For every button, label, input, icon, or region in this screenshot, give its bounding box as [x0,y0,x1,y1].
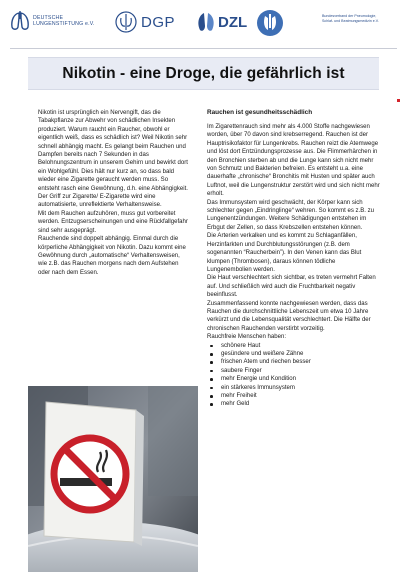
right-column [207,109,381,409]
health-paragraph-2: Das Immunsystem wird geschwächt, der Körper kann sich schlechter gegen „Eindringlinge“ wehren. So kommt es z.B. zu Lungenentzündungen. Weitere Schädigungen entstehen im Erbgut der Zellen, so dass Krebszellen entstehen können. [207,199,375,231]
benefit-item: ein stärkeres Immunsystem [207,384,381,392]
section-heading: Rauchen ist gesundheitsschädlich [207,109,313,116]
benefits-intro: Rauchfreie Menschen haben: [207,334,286,341]
health-paragraph-1: Im Zigarettenrauch sind mehr als 4.000 Stoffe nachgewiesen worden, über 70 davon sind krebserregend. Rauchen ist der Hauptrisikofaktor für Lungenkrebs. Rauchen reizt die Atemwege und löst dort Entzündungsprozesse aus. Die Flimmerhärchen in den Bronchien sterben ab und die Lunge kann sich nicht mehr von Schmutz und Bakterien befreien. Es entsteht u.a. eine dauerhafte „chronische“ Bronchitis mit Husten und später auch Luftnot, weil die Lungenstruktur zerstört wird und sich nicht mehr erholt. [207,124,380,198]
health-paragraph-5: Zusammenfassend konnte nachgewiesen werden, dass das Rauchen die durchschnittliche Lebenszeit um etwa 10 Jahre verkürzt und die Lebensqualität verschlechtert. Die Hälfte der chronischen Rauchenden verstirbt vorzeitig. [207,300,371,332]
society-emblem-logo [255,8,285,38]
benefit-item: gesündere und weißere Zähne [207,350,381,358]
no-smoking-photo [28,386,198,572]
benefit-item: frischen Atem und riechen besser [207,358,381,366]
bv-line2: Schlaf- und Beatmungsmedizin e.V. [322,18,379,23]
quitting-paragraph: Mit dem Rauchen aufzuhören, muss gut vorbereitet werden. Entzugserscheinungen und eine Rückfallgefahr sind sehr ausgeprägt. [38,210,188,234]
dls-line1: DEUTSCHE [33,15,64,21]
red-marker [397,99,400,102]
title-band [28,57,379,90]
dzl-emblem-icon [196,10,216,34]
benefits-list [207,342,381,409]
dgp-text: DGP [141,13,176,31]
shield-emblem-icon [255,8,285,38]
benefit-item: mehr Energie und Kondition [207,375,381,383]
health-paragraph-3: Die Arterien verkalken und es kommt zu Schlaganfällen, Herzinfarkten und Durchblutungsstörungen (z.B. dem sogenannten “Raucherbein”). In den Venen kann das Blut klumpen (Thrombosen), daraus können tödliche Lungenembolien werden. [207,233,362,273]
dzl-text: DZL [218,13,248,31]
page-title: Nikotin - eine Droge, die gefährlich ist [62,64,345,82]
benefit-item: mehr Geld [207,400,381,408]
benefit-item: schönere Haut [207,342,381,350]
benefit-item: saubere Finger [207,367,381,375]
dls-line2: LUNGENSTIFTUNG e.V. [33,21,95,27]
no-smoking-icon [54,438,126,510]
header-divider [10,48,397,49]
dependency-paragraph: Rauchende sind doppelt abhängig. Einmal durch die körperliche Abhängigkeit von Nikotin. Dazu kommt eine Gewöhnung durch „automatische“ Verhaltensweisen, wie z.B. das Rauchen morgens nach dem Aufstehen oder nach dem Essen. [38,236,186,276]
intro-paragraph: Nikotin ist ursprünglich ein Nervengift, das die Tabakpflanze zur Abwehr von schädlichen Insekten produziert. Warum raucht ein Raucher, obwohl er eigentlich weiß, dass es schädlich ist? Weil Nikotin sehr schnell abhängig macht. Es gelangt beim Rauchen und Dampfen bereits nach 7 Sekunden in das Belohnungszentrum in unserem Gehirn und bewirkt dort ein Wohlgefühl. Dies hält nur kurz an, so dass bald wieder eine Zigarette geraucht werden muss. So entsteht rasch eine Gewöhnung, d.h. eine Abhängigkeit. Der Griff zur Zigarette/ E-Zigarette wird eine automatisierte, unreflektierte Verhaltensweise. [38,110,188,209]
deutsche-lungenstiftung-logo [10,10,95,32]
left-column [38,109,190,277]
lung-icon [10,10,30,32]
bv-line1: Bundesverband der Pneumologie, [322,14,377,18]
health-paragraph-4: Die Haut verschlechtert sich sichtbar, es treten vermehrt Falten auf. Und schließlich wird auch die Fruchtbarkeit negativ beeinflusst. [207,275,376,299]
benefit-item: mehr Freiheit [207,392,381,400]
dgp-logo [114,10,175,34]
logo-bar [0,0,407,46]
bundesverband-pneumologie-logo [322,14,379,23]
dzl-logo [196,10,247,34]
dgp-emblem-icon [114,10,138,34]
